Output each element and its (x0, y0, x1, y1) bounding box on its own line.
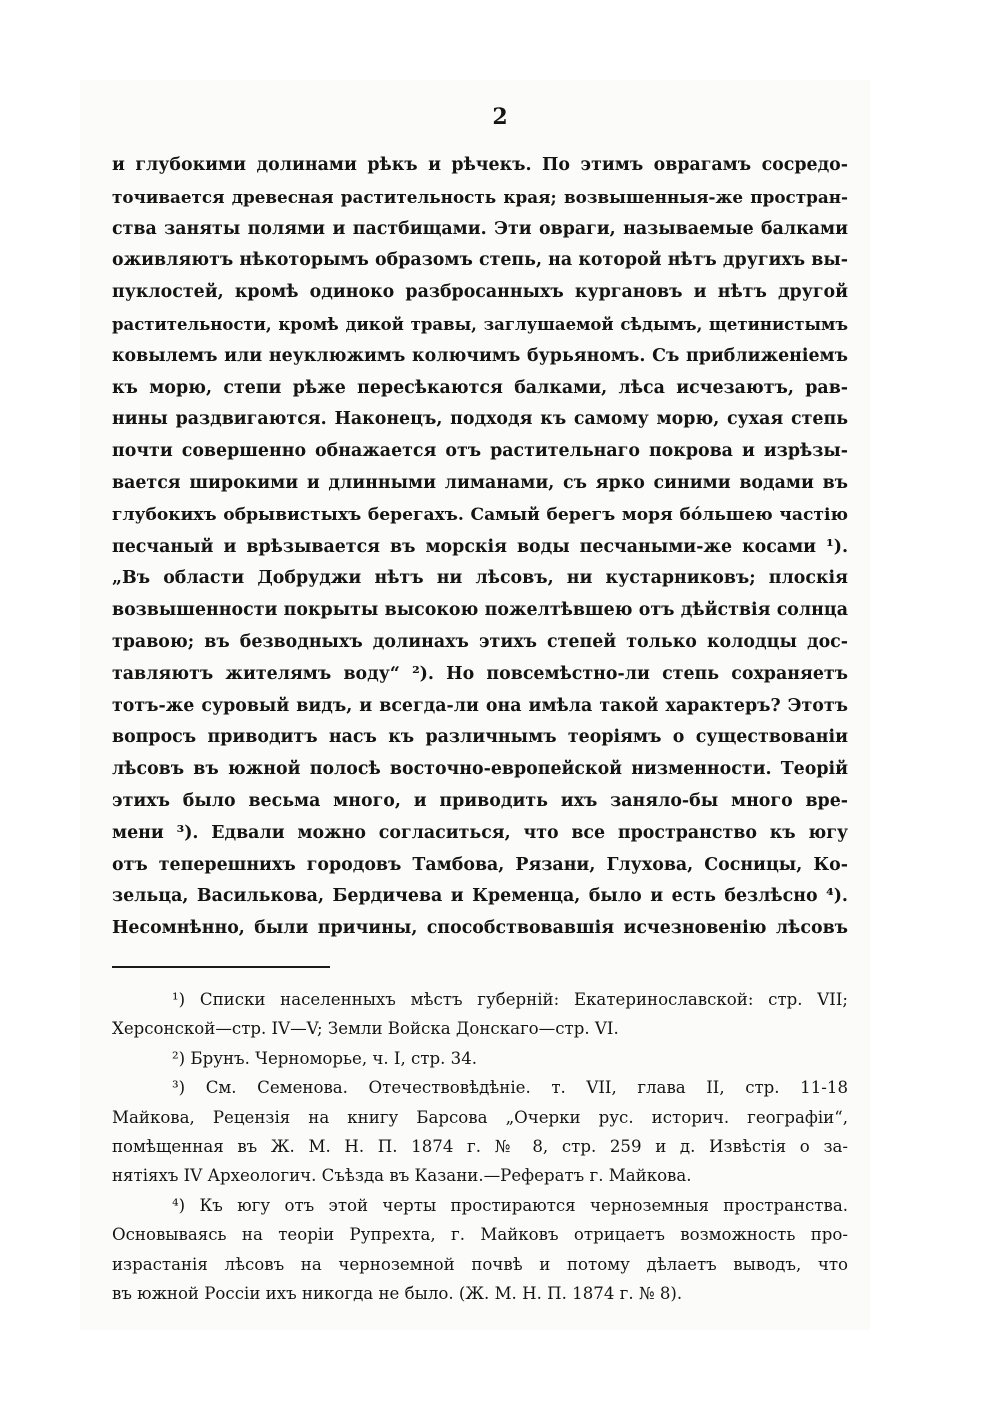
text-line: растительности, кромѣ дикой травы, заглушаемой сѣдымъ, щетинистымъ (112, 314, 848, 334)
text-line: возвышенности покрыты высокою пожелтѣвшею отъ дѣйствія солнца (112, 600, 848, 621)
footnote-line: Основываясь на теоріи Рупрехта, г. Майковъ отрицаетъ возможность про- (112, 1225, 848, 1245)
footnote-line: ²) Брунъ. Черноморье, ч. I, стр. 34. (172, 1048, 478, 1068)
text-line: мени ³). Едвали можно согласиться, что все пространство къ югу (112, 822, 848, 843)
footnote-2 (112, 1044, 848, 1073)
text-line: оживляютъ нѣкоторымъ образомъ степь, на которой нѣтъ другихъ вы- (112, 250, 848, 271)
text-line: нины раздвигаются. Наконецъ, подходя къ самому морю, сухая степь (112, 409, 848, 430)
footnote-line: ¹) Списки населенныхъ мѣстъ губерній: Екатеринославской: стр. VII; (172, 990, 848, 1009)
text-line: тавляютъ жителямъ воду“ ²). Но повсемѣстно-ли степь сохраняетъ (112, 663, 848, 684)
text-line: къ морю, степи рѣже пересѣкаются балками, лѣса исчезаютъ, рав- (112, 377, 848, 398)
text-line: зельца, Василькова, Бердичева и Кременца, было и есть безлѣсно ⁴). (112, 886, 848, 907)
text-line: лѣсовъ въ южной полосѣ восточно-европейской низменности. Теорій (112, 759, 848, 780)
footnote-separator (112, 966, 330, 968)
footnote-line: помѣщенная въ Ж. М. Н. П. 1874 г. № 8, стр. 259 и д. Извѣстія о за- (112, 1136, 848, 1156)
text-line: этихъ было весьма много, и приводить ихъ заняло-бы много вре- (112, 790, 848, 811)
page-number: 2 (492, 104, 508, 130)
text-line: тотъ-же суровый видъ, и всегда-ли она имѣла такой характеръ? Этотъ (112, 695, 848, 716)
text-line: глубокихъ обрывистыхъ берегахъ. Самый берегъ моря бóльшею частію (112, 504, 848, 525)
footnotes (112, 985, 848, 1308)
footnote-line: Майкова, Рецензія на книгу Барсова „Очерки рус. историч. географіи“, (112, 1107, 848, 1127)
text-line: травою; въ безводныхъ долинахъ этихъ степей только колодцы дос- (112, 631, 848, 652)
text-line: ковылемъ или неуклюжимъ колючимъ бурьяномъ. Съ приближеніемъ (112, 345, 848, 366)
footnote-line: ³) См. Семенова. Отечествовѣдѣніе. т. VII, глава II, стр. 11-18 (172, 1078, 848, 1098)
text-line: песчаный и врѣзывается въ морскія воды песчаными-же косами ¹). (112, 536, 848, 557)
main-text (112, 150, 848, 945)
footnote-4 (112, 1191, 848, 1309)
text-line: отъ теперешнихъ городовъ Тамбова, Рязани, Глухова, Сосницы, Ко- (112, 854, 848, 875)
footnote-1 (112, 985, 848, 1044)
footnote-line: израстанія лѣсовъ на черноземной почвѣ и потому дѣлаетъ выводъ, что (112, 1254, 848, 1274)
text-line: пуклостей, кромѣ одиноко разбросанныхъ кургановъ и нѣтъ другой (112, 282, 848, 303)
text-line: ства заняты полями и пастбищами. Эти овраги, называемые балками (112, 218, 848, 239)
text-line: „Въ области Добруджи нѣтъ ни лѣсовъ, ни кустарниковъ; плоскія (112, 568, 848, 589)
text-line: Несомнѣнно, были причины, способствовавшія исчезновенію лѣсовъ (112, 918, 848, 939)
footnote-line: нятіяхъ IV Археологич. Съѣзда въ Казани.—Рефератъ г. Майкова. (112, 1166, 692, 1186)
text-line: и глубокими долинами рѣкъ и рѣчекъ. По этимъ оврагамъ сосредо- (112, 155, 848, 175)
text-line: вается широкими и длинными лиманами, съ ярко синими водами въ (112, 472, 848, 493)
footnote-line: въ южной Россіи ихъ никогда не было. (Ж. М. Н. П. 1874 г. № 8). (112, 1283, 683, 1303)
text-line: вопросъ приводитъ насъ къ различнымъ теоріямъ о существованіи (112, 727, 848, 748)
footnote-line: Херсонской—стр. IV—V; Земли Войска Донскаго—стр. VI. (112, 1019, 619, 1039)
text-line: точивается древесная растительность края; возвышенныя-же простран- (112, 186, 848, 207)
text-line: почти совершенно обнажается отъ растительнаго покрова и изрѣзы- (112, 441, 848, 462)
footnote-line: ⁴) Къ югу отъ этой черты простираются черноземныя пространства. (172, 1195, 848, 1215)
footnote-3 (112, 1073, 848, 1191)
